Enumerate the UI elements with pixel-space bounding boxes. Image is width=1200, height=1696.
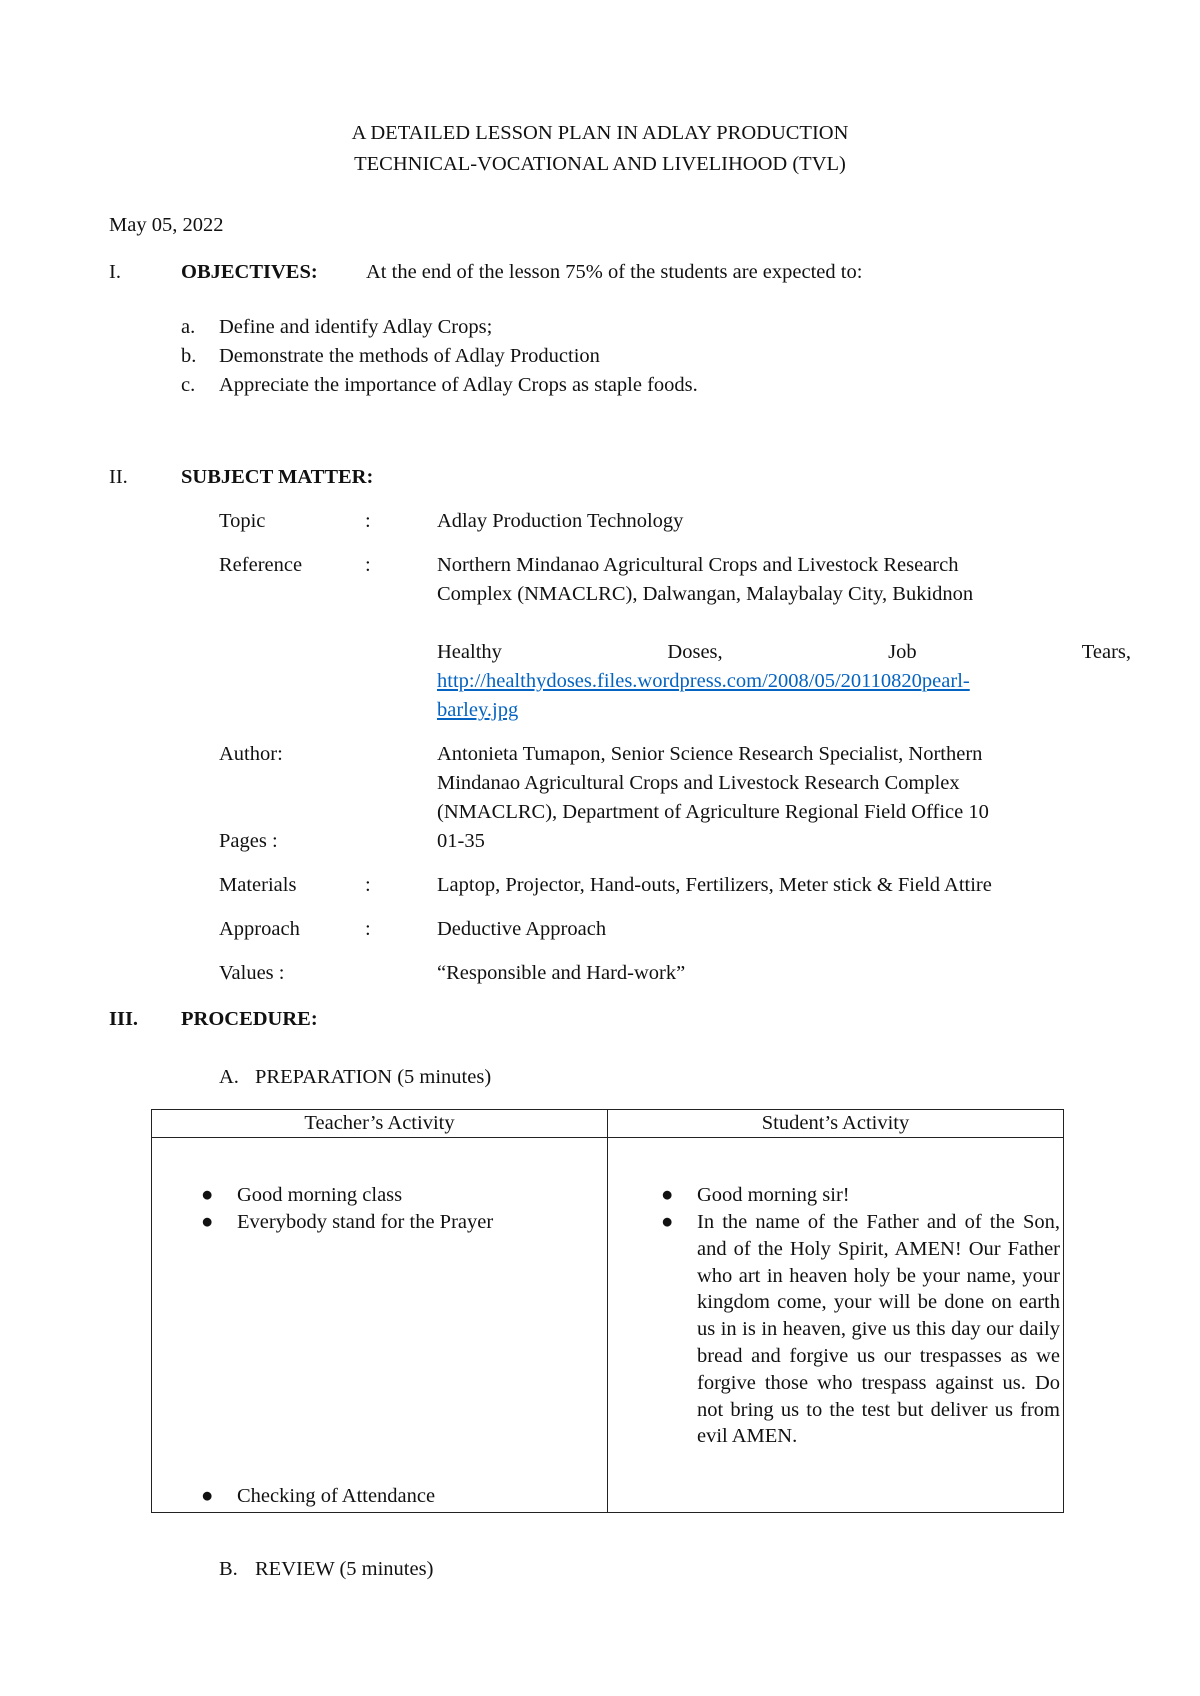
reference-link-line-2[interactable]: barley.jpg [437, 699, 519, 721]
topic-label: Topic [219, 510, 266, 532]
objectives-intro: At the end of the lesson 75% of the students are expected to: [366, 261, 863, 283]
subject-matter-heading: SUBJECT MATTER: [181, 466, 374, 488]
reference-2-line-1: Healthy Doses, Job Tears, [437, 641, 1131, 663]
approach-label: Approach [219, 918, 300, 940]
objective-marker-b: b. [181, 345, 197, 367]
student-prayer-text: In the name of the Father and of the Son, and of the Holy Spirit, AMEN! Our Father who art in heaven holy be your name, your kingdom come, your will be done on earth us in is in heaven, give us this day our daily bread and forgive us our trespasses as we forgive those who trespass against us. Do not bring us to the test but deliver us from evil AMEN. [697, 1211, 1060, 1448]
bullet-icon: ● [201, 1485, 214, 1507]
reference-line-1: Northern Mindanao Agricultural Crops and Livestock Research [437, 554, 959, 576]
bullet-icon: ● [201, 1184, 214, 1206]
materials-colon: : [365, 874, 371, 896]
reference-label: Reference [219, 554, 303, 576]
bullet-icon: ● [201, 1211, 214, 1233]
title-line-1: A DETAILED LESSON PLAN IN ADLAY PRODUCTION [351, 122, 849, 144]
reference-link-line-1[interactable]: http://healthydoses.files.wordpress.com/2008/05/20110820pearl- [437, 670, 970, 692]
subject-matter-numeral: II. [109, 466, 128, 488]
approach-value: Deductive Approach [437, 918, 607, 940]
section-a-marker: A. [219, 1066, 239, 1088]
author-label: Author: [219, 743, 283, 765]
preparation-activity-table [151, 1109, 1064, 1513]
materials-value: Laptop, Projector, Hand-outs, Fertilizers, Meter stick & Field Attire [437, 874, 992, 896]
student-activity-cell [608, 1138, 1064, 1513]
values-value: “Responsible and Hard-work” [437, 962, 686, 984]
materials-label: Materials [219, 874, 297, 896]
teacher-item-2: Everybody stand for the Prayer [237, 1211, 494, 1233]
objectives-numeral: I. [109, 261, 121, 283]
approach-colon: : [365, 918, 371, 940]
procedure-heading: PROCEDURE: [181, 1008, 318, 1030]
procedure-numeral: III. [109, 1008, 139, 1030]
teacher-item-1: Good morning class [237, 1184, 403, 1206]
objective-item-a: Define and identify Adlay Crops; [219, 316, 493, 338]
reference-colon: : [365, 554, 371, 576]
objective-marker-c: c. [181, 374, 196, 396]
objective-item-b: Demonstrate the methods of Adlay Production [219, 345, 600, 367]
values-label: Values : [219, 962, 285, 984]
topic-value: Adlay Production Technology [437, 510, 684, 532]
teacher-activity-header: Teacher’s Activity [152, 1110, 608, 1138]
author-line-1: Antonieta Tumapon, Senior Science Research Specialist, Northern [437, 743, 983, 765]
bullet-icon: ● [661, 1211, 674, 1233]
lesson-date: May 05, 2022 [109, 214, 224, 236]
reference-line-2: Complex (NMACLRC), Dalwangan, Malaybalay City, Bukidnon [437, 583, 974, 605]
topic-colon: : [365, 510, 371, 532]
bullet-icon: ● [661, 1184, 674, 1206]
author-line-3: (NMACLRC), Department of Agriculture Regional Field Office 10 [437, 801, 989, 823]
objectives-heading: OBJECTIVES: [181, 261, 318, 283]
section-a-title: PREPARATION (5 minutes) [255, 1066, 492, 1088]
objective-marker-a: a. [181, 316, 196, 338]
title-line-2: TECHNICAL-VOCATIONAL AND LIVELIHOOD (TVL) [354, 153, 846, 175]
teacher-item-3: Checking of Attendance [237, 1485, 436, 1507]
section-b-marker: B. [219, 1558, 238, 1580]
student-item-1: Good morning sir! [697, 1184, 850, 1206]
author-line-2: Mindanao Agricultural Crops and Livestock Research Complex [437, 772, 960, 794]
objective-item-c: Appreciate the importance of Adlay Crops as staple foods. [219, 374, 698, 396]
teacher-activity-cell [152, 1138, 608, 1513]
pages-label: Pages : [219, 830, 278, 852]
pages-value: 01-35 [437, 830, 485, 852]
student-activity-header: Student’s Activity [608, 1110, 1064, 1138]
section-b-title: REVIEW (5 minutes) [255, 1558, 434, 1580]
